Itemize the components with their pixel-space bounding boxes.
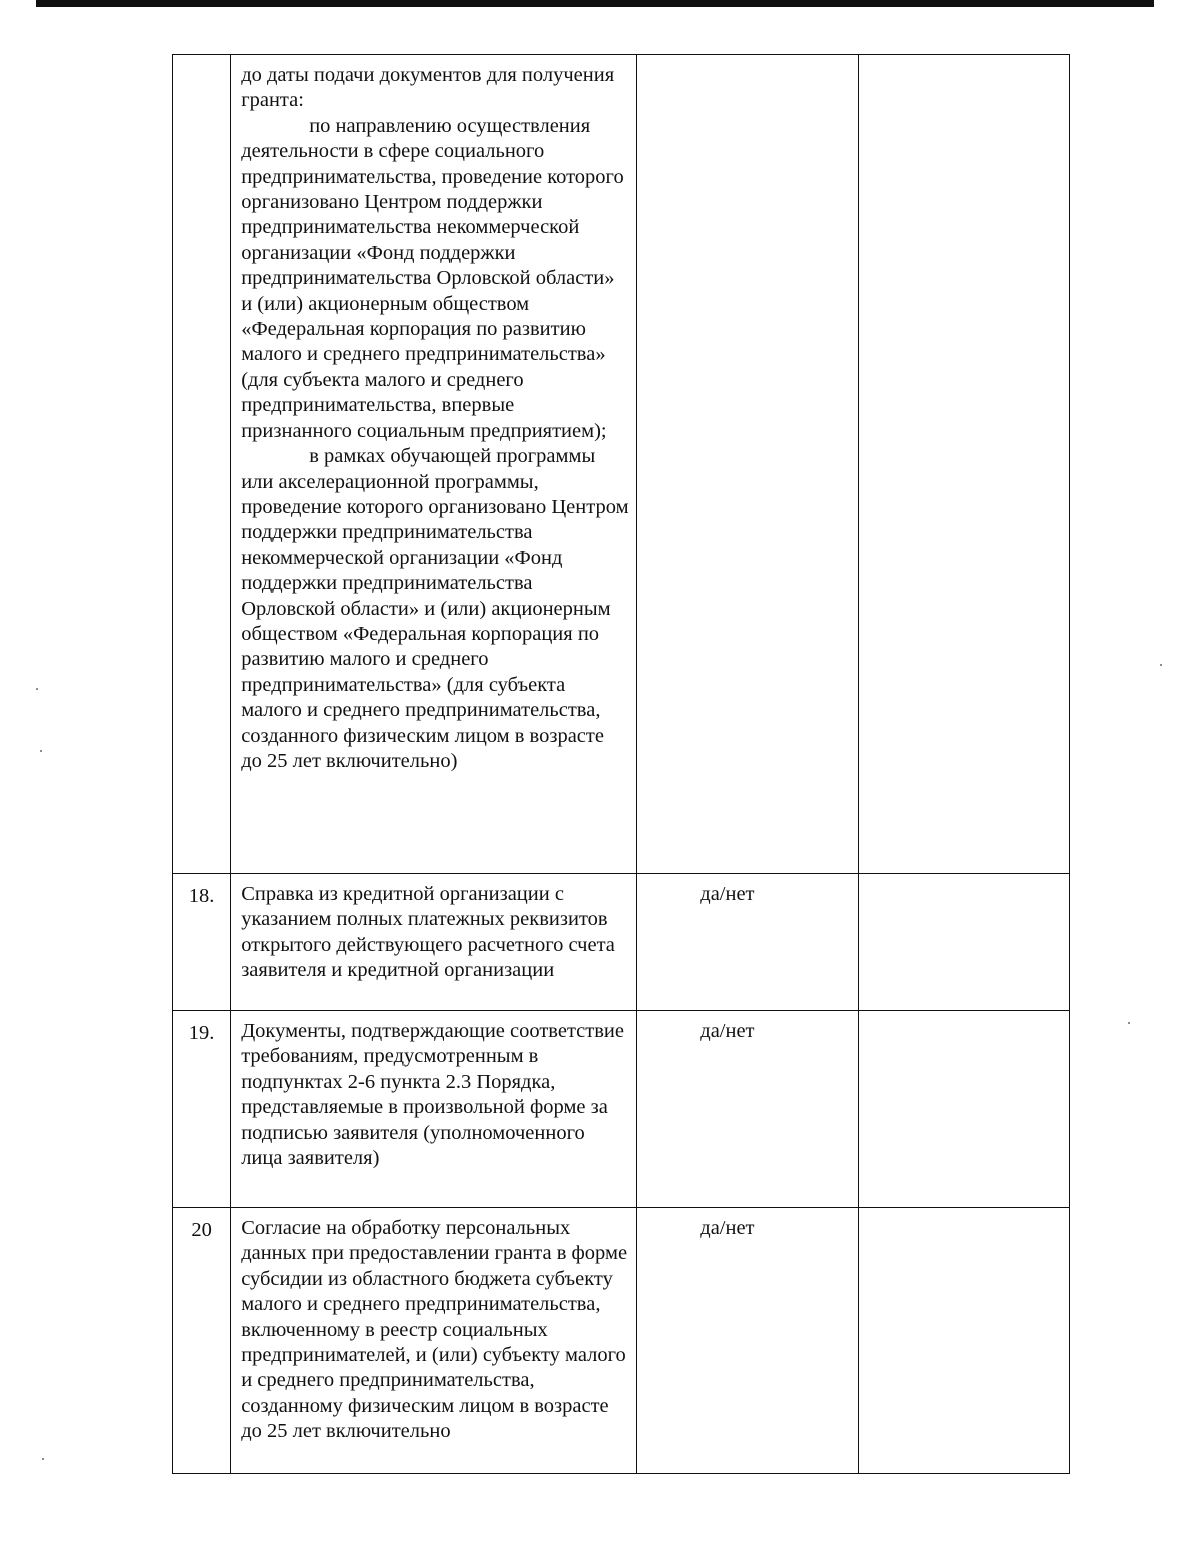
row-text-cell (231, 55, 636, 874)
row-number: 19. (173, 1011, 231, 1208)
table-row-18 (173, 874, 1070, 1011)
scan-speck (1128, 1022, 1130, 1024)
table-row-19 (173, 1011, 1070, 1208)
row-text: Документы, подтверждающие соответствие требованиям, предусмотренным в подпунктах 2-6 пункта 2.3 Порядка, представляемые в произвольной форме за подписью заявителя (уполномоченного лица заявителя) (231, 1011, 636, 1208)
table-row-20 (173, 1208, 1070, 1474)
scan-speck (42, 1458, 44, 1460)
empty-cell (859, 1208, 1070, 1474)
scan-top-edge (36, 0, 1154, 7)
answer-cell (636, 55, 859, 874)
row-text: Согласие на обработку персональных данных при предоставлении гранта в форме субсидии из областного бюджета субъекту малого и среднего предпринимательства, включенному в реестр социальных предпринимателей, и (или) субъекту малого и среднего предпринимательства, созданному физическим лицом в возрасте до 25 лет включительно (231, 1208, 636, 1474)
continuation-line-1: до даты подачи документов для получения гранта: (241, 64, 615, 112)
row-answer: да/нет (636, 1011, 859, 1208)
row-number-cell (173, 55, 231, 874)
row-number: 18. (173, 874, 231, 1011)
continuation-line-2: по направлению осуществления деятельности в сфере социального предпринимательства, проведение которого организовано Центром поддержки предпринимательства некоммерческой организации «Фонд поддержки предпринимательства Орловской области» и (или) акционерным обществом «Федеральная корпорация по развитию малого и среднего предпринимательства» (для субъекта малого и среднего предпринимательства, впервые признанного социальным предприятием); (241, 114, 624, 442)
continuation-line-3: в рамках обучающей программы или акселерационной программы, проведение которого организовано Центром поддержки предпринимательства некоммерческой организации «Фонд поддержки предпринимательства Орловской области» и (или) акционерным обществом «Федеральная корпорация по развитию малого и среднего предпринимательства» (для субъекта малого и среднего предпринимательства, созданного физическим лицом в возрасте до 25 лет включительно) (241, 445, 629, 772)
document-checklist-table (172, 54, 1070, 1474)
row-number: 20 (173, 1208, 231, 1474)
scan-speck (40, 750, 42, 752)
empty-cell (859, 1011, 1070, 1208)
empty-cell (859, 55, 1070, 874)
scan-speck (1160, 664, 1162, 666)
row-answer: да/нет (636, 874, 859, 1011)
empty-cell (859, 874, 1070, 1011)
scan-speck (36, 688, 38, 690)
row-answer: да/нет (636, 1208, 859, 1474)
table-row-continuation (173, 55, 1070, 874)
row-text: Справка из кредитной организации с указанием полных платежных реквизитов открытого действующего расчетного счета заявителя и кредитной организации (231, 874, 636, 1011)
